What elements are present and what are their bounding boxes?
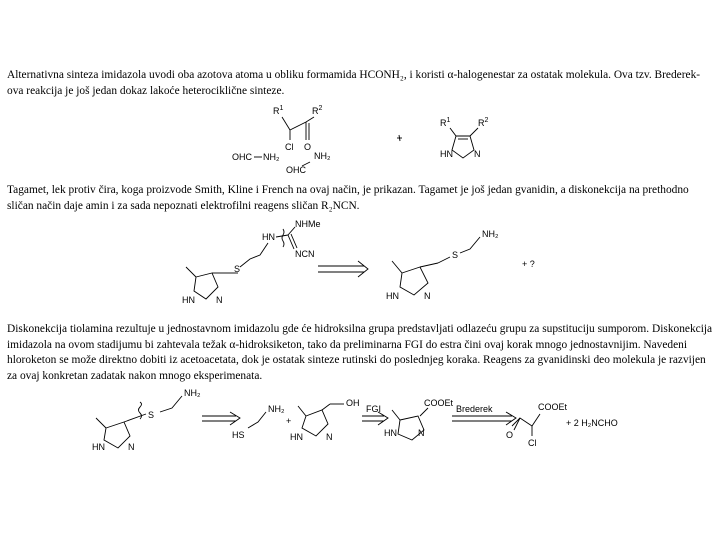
retro-arrow-1-head: [230, 412, 240, 425]
plus-unknown: + ?: [522, 259, 535, 269]
ohc-label-left: OHC: [232, 152, 252, 162]
retro-arrow-mark-2: [399, 135, 400, 141]
s-label-a: S: [148, 410, 155, 420]
bond-r2-ring: [470, 128, 478, 136]
chain-a: [160, 396, 182, 412]
methyl-3: [392, 261, 402, 273]
s-label-2: S: [452, 250, 459, 260]
disconnection-wave: [282, 229, 284, 247]
ring-to-ch2-b: [322, 404, 330, 410]
methyl-a: [96, 418, 106, 428]
fgi-label: FGI: [366, 404, 381, 414]
nh2-label-a: NH₂: [184, 388, 201, 398]
retro-arrow-head: [358, 261, 368, 277]
n-label-b: N: [326, 432, 333, 442]
paragraph-disconnection: Diskonekcija tiolamina rezultuje u jednostavnom imidazolu gde će hidroksilna grupa predstavljati odlazeću grupu za supstituciju sumporom. Diskonekcija imidazola na ovom stadijumu bi zahtevala težak α-hidroksiketon, tako da preliminarna FGI do estra čini ovaj korak mnogo jednostavnijim. Navedeni hloroketon se može direktno dobiti iz acetoacetata, dok je ostatak sinteze rutinski do poslednjeg koraka. Reagens za gvanidinski deo molekula je razvijen za ovaj konkretan zadatak nakon mnogo eksperimenata.: [7, 323, 713, 382]
n-label-c: N: [418, 428, 425, 438]
prod-r2-label: $R^2$: [478, 117, 489, 128]
hn-chain-label: HN: [262, 232, 275, 242]
bond-c-o-d: [512, 418, 520, 426]
cooet-label-d: COOEt: [538, 402, 568, 412]
methyl-c: [392, 410, 400, 420]
cl-label-d: Cl: [528, 438, 537, 448]
bond-r1-ring: [450, 128, 456, 136]
oh-label: OH: [346, 398, 360, 408]
ncn-label: NCN: [295, 249, 315, 259]
formamide-reagent: + 2 H₂NCHO: [566, 418, 618, 428]
prod-r1-label: $R^1$: [440, 117, 451, 128]
paragraph-tagamet: Tagamet, lek protiv čira, koga proizvode Smith, Kline i French na ovaj način, je prikazan. Tagamet je još jedan gvanidin, a diskonekcija na prethodno sličan način daje amin i za sada nepoznati elektrofilni reagens sličan R₂NCN.: [7, 184, 689, 212]
imidazole-ring-2: [194, 273, 218, 299]
methyl-2: [186, 267, 196, 277]
brederek-label: Brederek: [456, 404, 493, 414]
ohc-label-right: OHC: [286, 165, 306, 175]
nh2-label-2: NH₂: [482, 229, 499, 239]
hn-label-c: HN: [384, 428, 397, 438]
hn-label-1: HN: [182, 295, 195, 305]
n-label-a: N: [128, 442, 135, 452]
hn-label: HN: [440, 149, 453, 159]
n-label-1: N: [216, 295, 223, 305]
bond-c-ncn-2: [291, 234, 297, 248]
bond-r1-c: [282, 117, 290, 130]
imidazole-ring-b: [302, 410, 328, 436]
bond-c-c: [290, 122, 306, 130]
bond-c-r2: [306, 117, 314, 122]
s-label-1: S: [234, 264, 241, 274]
n-label-2: N: [424, 291, 431, 301]
hn-label-2: HN: [386, 291, 399, 301]
o-label-d: O: [506, 430, 514, 440]
hs-label: HS: [232, 430, 245, 440]
brederek-reaction-scheme: [0, 100, 720, 180]
chain-nh2: [460, 237, 480, 253]
nh2-label-right: NH₂: [314, 151, 331, 161]
hn-label-a: HN: [92, 442, 105, 452]
cl-label: Cl: [285, 142, 294, 152]
cooet-label-c: COOEt: [424, 398, 454, 408]
hn-label-b: HN: [290, 432, 303, 442]
plus-b: +: [286, 416, 292, 426]
ring-to-ch2-a: [124, 414, 146, 422]
nh2-label-left: NH₂: [263, 152, 280, 162]
r1-label: $R^1$: [273, 105, 284, 116]
paragraph-brederek-intro: Alternativna sinteza imidazola uvodi oba azotova atoma u obliku formamida HCONH₂, i koristi α-halogenestar za ostatak molekula. Ova tzv. Brederek-ova reakcija je još jedan dokaz lakoće heterociklične sinteze.: [7, 69, 701, 97]
bond-ring-cooet: [420, 408, 428, 416]
chain-d: [514, 414, 540, 430]
nhme-label: NHMe: [295, 219, 321, 229]
chain-b: [248, 412, 266, 428]
o-label: O: [304, 142, 312, 152]
chain-to-s: [240, 243, 268, 267]
nh2-label-b: NH₂: [268, 404, 285, 414]
tagamet-disconnection-scheme: [0, 215, 720, 315]
ring-to-ch2-3: [420, 263, 438, 267]
r2-label: $R^2$: [312, 105, 323, 116]
bond-c-nhme: [288, 227, 295, 235]
n-label: N: [474, 149, 481, 159]
imidazole-synthesis-scheme: [0, 386, 720, 466]
bond-s-ring: [438, 257, 450, 263]
methyl-b: [298, 406, 306, 416]
bond-c-ncn-1: [288, 235, 294, 249]
imidazole-ring-a: [104, 422, 130, 448]
